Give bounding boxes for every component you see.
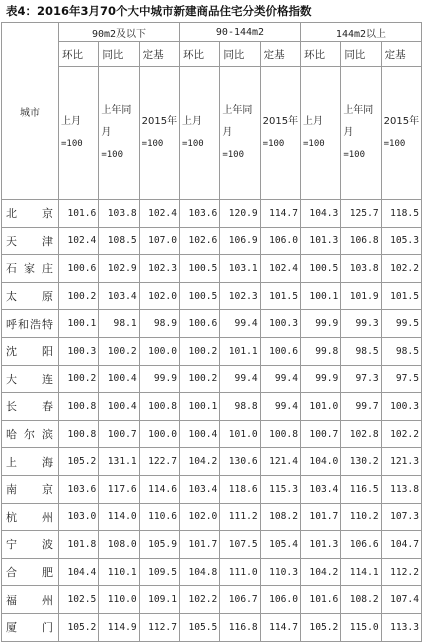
table-row	[2, 503, 422, 531]
index-value: 105.2	[59, 613, 99, 641]
index-value: 102.5	[59, 586, 99, 614]
index-value: 113.8	[381, 475, 421, 503]
sub-header: 同比	[341, 42, 381, 67]
index-value: 110.6	[139, 503, 179, 531]
base-header-label: 上月	[61, 116, 81, 127]
city-column-header: 城市	[2, 23, 59, 200]
index-value: 110.2	[341, 503, 381, 531]
index-value: 100.8	[59, 420, 99, 448]
base-header-label: 2015年	[141, 116, 178, 127]
table-row	[2, 255, 422, 283]
index-value: 105.2	[59, 448, 99, 476]
index-value: 108.0	[99, 531, 139, 559]
index-value: 107.5	[220, 531, 260, 559]
index-value: 114.1	[341, 558, 381, 586]
index-value: 100.5	[180, 255, 220, 283]
base-header-label: 2015年	[262, 116, 299, 127]
index-value: 110.3	[260, 558, 300, 586]
index-value: 120.9	[220, 200, 260, 228]
base-header	[139, 67, 179, 200]
city-name: 福州	[2, 586, 59, 614]
index-value: 100.4	[99, 365, 139, 393]
index-value: 104.7	[381, 531, 421, 559]
index-value: 117.6	[99, 475, 139, 503]
index-value: 101.0	[300, 393, 340, 421]
base-header-label: 上年同月	[343, 105, 374, 138]
index-value: 102.8	[341, 420, 381, 448]
index-value: 100.5	[180, 282, 220, 310]
index-value: 100.6	[260, 337, 300, 365]
base-header	[381, 67, 421, 200]
index-value: 102.0	[139, 282, 179, 310]
index-value: 106.6	[341, 531, 381, 559]
table-row	[2, 420, 422, 448]
index-value: 99.8	[300, 337, 340, 365]
base-header-label: 2015年	[383, 116, 420, 127]
table-row	[2, 586, 422, 614]
index-value: 108.2	[260, 503, 300, 531]
index-value: 99.9	[300, 310, 340, 338]
index-value: 100.8	[260, 420, 300, 448]
index-value: 107.3	[381, 503, 421, 531]
city-name: 厦门	[2, 613, 59, 641]
index-value: 101.3	[300, 227, 340, 255]
index-value: 101.3	[300, 531, 340, 559]
index-value: 101.6	[300, 586, 340, 614]
sub-header: 定基	[381, 42, 421, 67]
base-header	[99, 67, 139, 200]
city-name: 呼和浩特	[2, 310, 59, 338]
index-value: 100.2	[180, 337, 220, 365]
index-value: 114.6	[139, 475, 179, 503]
table-row	[2, 282, 422, 310]
sub-header: 环比	[59, 42, 99, 67]
index-value: 99.9	[300, 365, 340, 393]
base-header-label: 上年同月	[101, 105, 132, 138]
city-name: 沈阳	[2, 337, 59, 365]
index-value: 99.4	[220, 365, 260, 393]
index-value: 100.1	[180, 393, 220, 421]
index-value: 102.3	[220, 282, 260, 310]
index-value: 105.9	[139, 531, 179, 559]
index-value: 98.1	[99, 310, 139, 338]
index-value: 121.3	[381, 448, 421, 476]
index-value: 99.4	[260, 365, 300, 393]
index-value: 101.6	[59, 200, 99, 228]
index-value: 98.9	[139, 310, 179, 338]
base-header	[180, 67, 220, 200]
index-value: 100.3	[59, 337, 99, 365]
sub-header: 环比	[180, 42, 220, 67]
index-value: 115.3	[260, 475, 300, 503]
sub-header: 定基	[260, 42, 300, 67]
base-header-value: =100	[262, 139, 285, 149]
city-name: 哈尔滨	[2, 420, 59, 448]
index-value: 106.9	[220, 227, 260, 255]
index-value: 105.4	[260, 531, 300, 559]
index-value: 99.4	[260, 393, 300, 421]
index-value: 100.3	[381, 393, 421, 421]
table-row	[2, 475, 422, 503]
index-value: 104.8	[180, 558, 220, 586]
table-row	[2, 448, 422, 476]
index-value: 106.0	[260, 586, 300, 614]
index-value: 109.1	[139, 586, 179, 614]
base-header-value: =100	[141, 139, 164, 149]
table-row	[2, 310, 422, 338]
base-header-label: 上月	[182, 116, 202, 127]
index-value: 104.2	[300, 558, 340, 586]
city-name: 杭州	[2, 503, 59, 531]
index-value: 100.4	[99, 393, 139, 421]
city-name: 大连	[2, 365, 59, 393]
base-header	[220, 67, 260, 200]
sub-header: 同比	[99, 42, 139, 67]
index-value: 100.2	[180, 365, 220, 393]
index-value: 100.7	[99, 420, 139, 448]
index-value: 102.6	[180, 227, 220, 255]
group-header-medium: 90-144m2	[180, 23, 301, 42]
table-title: 表4：2016年3月70个大中城市新建商品住宅分类价格指数	[6, 4, 312, 18]
index-value: 99.3	[341, 310, 381, 338]
index-value: 103.8	[341, 255, 381, 283]
price-index-table	[1, 22, 422, 642]
index-value: 101.0	[220, 420, 260, 448]
index-value: 100.5	[300, 255, 340, 283]
base-header	[59, 67, 99, 200]
base-header-value: =100	[61, 139, 83, 149]
index-value: 116.5	[341, 475, 381, 503]
table-row	[2, 365, 422, 393]
city-name: 北京	[2, 200, 59, 228]
index-value: 97.3	[341, 365, 381, 393]
index-value: 122.7	[139, 448, 179, 476]
base-header	[300, 67, 340, 200]
index-value: 102.2	[381, 420, 421, 448]
index-value: 109.5	[139, 558, 179, 586]
base-header-value: =100	[383, 139, 406, 149]
index-value: 103.4	[180, 475, 220, 503]
index-value: 112.7	[139, 613, 179, 641]
index-value: 130.6	[220, 448, 260, 476]
group-header-large: 144m2以上	[300, 23, 421, 42]
index-value: 118.6	[220, 475, 260, 503]
index-value: 118.5	[381, 200, 421, 228]
index-value: 106.7	[220, 586, 260, 614]
base-header-value: =100	[302, 139, 325, 149]
index-value: 102.9	[99, 255, 139, 283]
index-value: 100.6	[180, 310, 220, 338]
index-value: 114.7	[260, 613, 300, 641]
city-name: 天津	[2, 227, 59, 255]
index-value: 101.8	[59, 531, 99, 559]
index-value: 112.2	[381, 558, 421, 586]
index-value: 104.2	[180, 448, 220, 476]
index-value: 103.4	[99, 282, 139, 310]
index-value: 100.2	[59, 282, 99, 310]
city-name: 合肥	[2, 558, 59, 586]
index-value: 98.8	[220, 393, 260, 421]
city-name: 上海	[2, 448, 59, 476]
index-value: 101.5	[381, 282, 421, 310]
group-header-small: 90m2及以下	[59, 23, 180, 42]
index-value: 100.1	[300, 282, 340, 310]
index-value: 100.7	[300, 420, 340, 448]
base-header-value: =100	[222, 150, 245, 160]
index-value: 102.2	[180, 586, 220, 614]
index-value: 111.0	[220, 558, 260, 586]
index-value: 121.4	[260, 448, 300, 476]
index-value: 101.7	[180, 531, 220, 559]
base-header-value: =100	[101, 150, 124, 160]
index-value: 99.9	[139, 365, 179, 393]
base-header-label: 上月	[302, 116, 323, 127]
index-value: 101.9	[341, 282, 381, 310]
table-row	[2, 200, 422, 228]
index-value: 104.4	[59, 558, 99, 586]
index-value: 100.0	[139, 420, 179, 448]
index-value: 130.2	[341, 448, 381, 476]
index-value: 101.5	[260, 282, 300, 310]
index-value: 97.5	[381, 365, 421, 393]
index-value: 100.0	[139, 337, 179, 365]
index-value: 98.5	[381, 337, 421, 365]
base-header	[341, 67, 381, 200]
index-value: 103.8	[99, 200, 139, 228]
base-header-label: 上年同月	[222, 105, 253, 138]
index-value: 100.3	[260, 310, 300, 338]
index-value: 102.4	[260, 255, 300, 283]
index-value: 100.2	[59, 365, 99, 393]
table-row	[2, 227, 422, 255]
index-value: 103.0	[59, 503, 99, 531]
index-value: 102.2	[381, 255, 421, 283]
table-row	[2, 393, 422, 421]
index-value: 114.7	[260, 200, 300, 228]
table-row	[2, 337, 422, 365]
index-value: 104.0	[300, 448, 340, 476]
index-value: 115.0	[341, 613, 381, 641]
table-row	[2, 531, 422, 559]
sub-header: 环比	[300, 42, 340, 67]
index-value: 104.3	[300, 200, 340, 228]
index-value: 102.0	[180, 503, 220, 531]
index-value: 98.5	[341, 337, 381, 365]
index-value: 114.9	[99, 613, 139, 641]
city-name: 太原	[2, 282, 59, 310]
index-value: 106.0	[260, 227, 300, 255]
index-value: 100.8	[59, 393, 99, 421]
city-name: 长春	[2, 393, 59, 421]
index-value: 107.0	[139, 227, 179, 255]
index-value: 100.2	[99, 337, 139, 365]
index-value: 103.1	[220, 255, 260, 283]
index-value: 100.1	[59, 310, 99, 338]
index-value: 106.8	[341, 227, 381, 255]
index-value: 105.3	[381, 227, 421, 255]
index-value: 99.7	[341, 393, 381, 421]
city-name: 宁波	[2, 531, 59, 559]
index-value: 101.1	[220, 337, 260, 365]
index-value: 105.2	[300, 613, 340, 641]
index-value: 131.1	[99, 448, 139, 476]
table-row	[2, 613, 422, 641]
city-name: 石家庄	[2, 255, 59, 283]
index-value: 107.4	[381, 586, 421, 614]
index-value: 100.6	[59, 255, 99, 283]
index-value: 108.5	[99, 227, 139, 255]
index-value: 102.4	[59, 227, 99, 255]
index-value: 105.5	[180, 613, 220, 641]
index-value: 103.6	[59, 475, 99, 503]
index-value: 110.1	[99, 558, 139, 586]
index-value: 99.4	[220, 310, 260, 338]
sub-header: 同比	[220, 42, 260, 67]
index-value: 103.6	[180, 200, 220, 228]
index-value: 102.3	[139, 255, 179, 283]
index-value: 116.8	[220, 613, 260, 641]
index-value: 114.0	[99, 503, 139, 531]
index-value: 125.7	[341, 200, 381, 228]
index-value: 113.3	[381, 613, 421, 641]
index-value: 99.5	[381, 310, 421, 338]
sub-header: 定基	[139, 42, 179, 67]
index-value: 108.2	[341, 586, 381, 614]
index-value: 100.4	[180, 420, 220, 448]
base-header	[260, 67, 300, 200]
index-value: 101.7	[300, 503, 340, 531]
index-value: 102.4	[139, 200, 179, 228]
index-value: 111.2	[220, 503, 260, 531]
city-name: 南京	[2, 475, 59, 503]
table-row	[2, 558, 422, 586]
index-value: 110.0	[99, 586, 139, 614]
index-value: 100.8	[139, 393, 179, 421]
index-value: 103.4	[300, 475, 340, 503]
base-header-value: =100	[182, 139, 204, 149]
base-header-value: =100	[343, 150, 365, 160]
